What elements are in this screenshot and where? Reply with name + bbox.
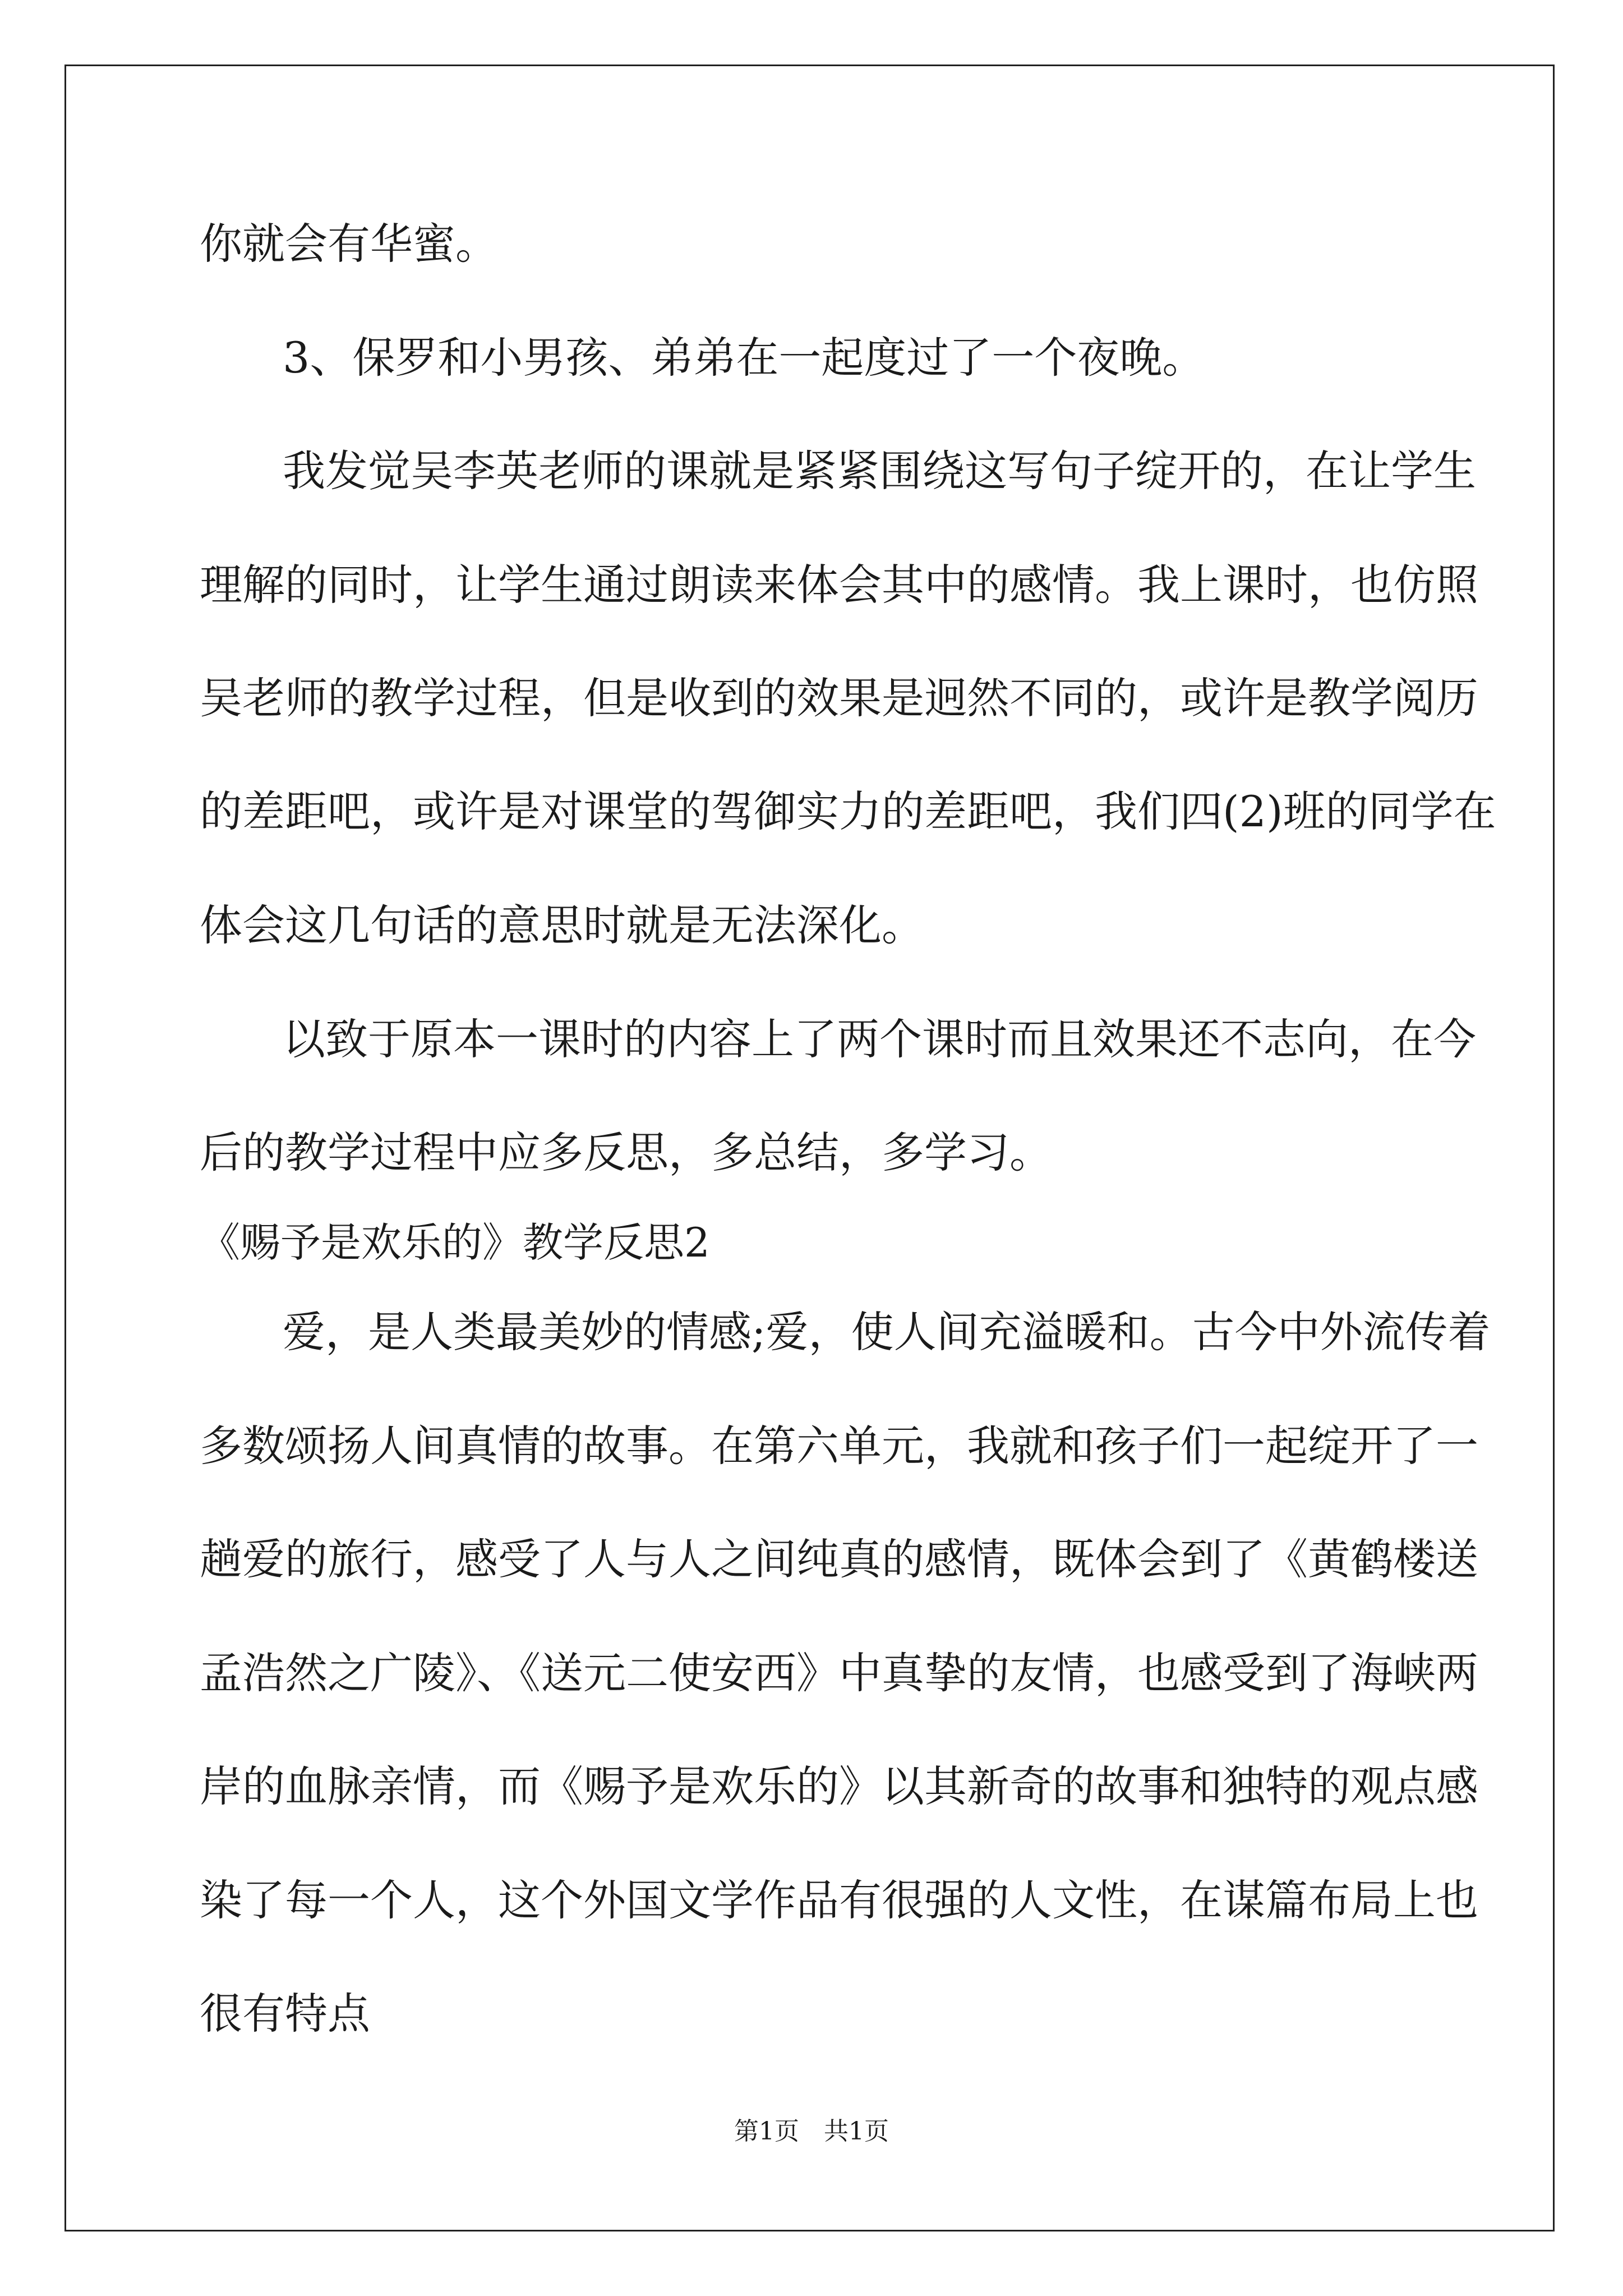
text-line: 爱，是人类最美妙的情感;爱，使人间充溢暖和。古今中外流传着 — [283, 1307, 1491, 1357]
text-line: 岸的血脉亲情，而《赐予是欢乐的》以其新奇的故事和独特的观点感 — [200, 1761, 1478, 1811]
text-line: 3、保罗和小男孩、弟弟在一起度过了一个夜晚。 — [283, 333, 1205, 383]
text-line: 后的教学过程中应多反思，多总结，多学习。 — [200, 1128, 1052, 1177]
text-line: 很有特点 — [200, 1989, 370, 2039]
text-line: 多数颂扬人间真情的故事。在第六单元，我就和孩子们一起绽开了一 — [200, 1421, 1478, 1471]
page-footer: 第1页 共1页 — [734, 2117, 889, 2146]
section-heading: 《赐予是欢乐的》教学反思2 — [200, 1219, 710, 1266]
text-line: 染了每一个人，这个外国文学作品有很强的人文性，在谋篇布局上也 — [200, 1875, 1478, 1925]
text-line: 孟浩然之广陵》、《送元二使安西》中真挚的友情，也感受到了海峡两 — [200, 1648, 1478, 1698]
text-line: 趟爱的旅行，感受了人与人之间纯真的感情，既体会到了《黄鹤楼送 — [200, 1534, 1478, 1584]
text-line: 的差距吧，或许是对课堂的驾御实力的差距吧，我们四(2)班的同学在 — [200, 786, 1496, 836]
text-line: 体会这几句话的意思时就是无法深化。 — [200, 900, 924, 950]
text-line: 理解的同时，让学生通过朗读来体会其中的感情。我上课时，也仿照 — [200, 560, 1478, 610]
text-line: 以致于原本一课时的内容上了两个课时而且效果还不志向，在今 — [283, 1014, 1476, 1064]
text-line: 我发觉吴李英老师的课就是紧紧围绕这写句子绽开的，在让学生 — [283, 446, 1476, 496]
text-line: 吴老师的教学过程，但是收到的效果是迥然不同的，或许是教学阅历 — [200, 673, 1478, 723]
text-line: 你就会有华蜜。 — [200, 219, 498, 269]
